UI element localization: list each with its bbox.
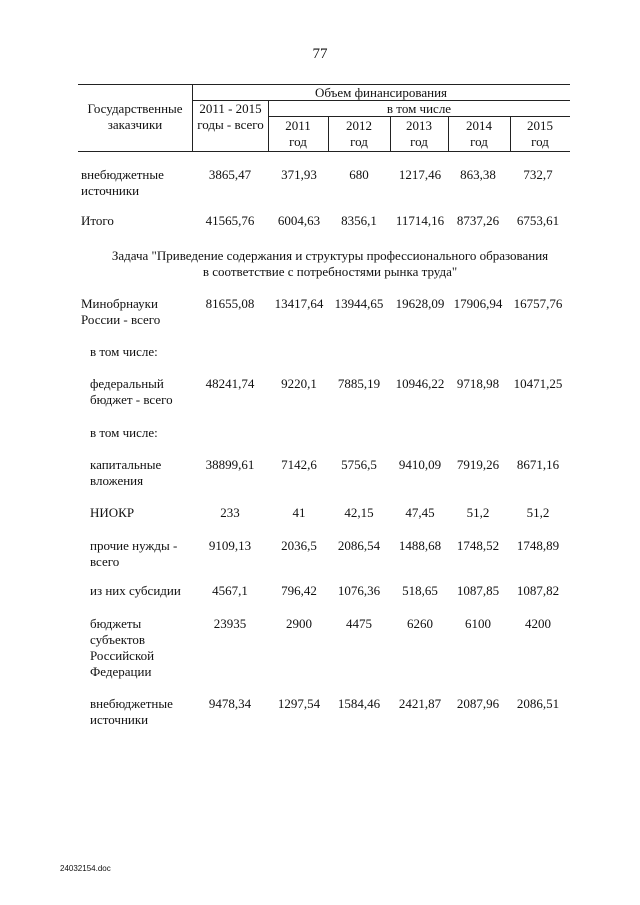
cell-value: 2900 xyxy=(286,616,312,631)
subheading: в том числе: xyxy=(90,425,158,440)
cell-value: 863,38 xyxy=(460,167,496,182)
subheading: в том числе: xyxy=(90,344,158,359)
row-label: Минобрнауки России - всего xyxy=(81,296,161,327)
cell-value: 796,42 xyxy=(281,583,317,598)
cell-value: 6753,61 xyxy=(516,213,560,228)
cell-value: 1748,52 xyxy=(456,538,500,553)
footer-filename: 24032154.doc xyxy=(60,864,111,873)
header-funding: Объем финансирования xyxy=(314,85,448,100)
cell-value: 23935 xyxy=(213,616,247,631)
row-label: из них субсидии xyxy=(90,583,181,598)
cell-value: 2036,5 xyxy=(281,538,317,553)
cell-value: 680 xyxy=(349,167,369,182)
cell-value: 8671,16 xyxy=(516,457,560,472)
cell-value: 81655,08 xyxy=(205,296,255,311)
cell-value: 6260 xyxy=(407,616,433,631)
cell-value: 732,7 xyxy=(523,167,553,182)
cell-value: 17906,94 xyxy=(453,296,503,311)
cell-value: 1748,89 xyxy=(516,538,560,553)
cell-value: 1076,36 xyxy=(337,583,381,598)
row-label: прочие нужды - всего xyxy=(90,538,178,569)
cell-value: 1584,46 xyxy=(337,696,381,711)
cell-value: 1087,85 xyxy=(456,583,500,598)
cell-value: 2087,96 xyxy=(456,696,500,711)
cell-value: 7919,26 xyxy=(456,457,500,472)
cell-value: 9478,34 xyxy=(208,696,252,711)
row-label: федеральный бюджет - всего xyxy=(90,376,173,407)
cell-value: 371,93 xyxy=(281,167,317,182)
header-total-period: 2011 - 2015 годы - всего xyxy=(197,101,264,132)
cell-value: 4200 xyxy=(525,616,551,631)
cell-value: 13417,64 xyxy=(274,296,324,311)
cell-value: 5756,5 xyxy=(341,457,377,472)
page-number: 77 xyxy=(312,46,328,62)
cell-value: 2086,54 xyxy=(337,538,381,553)
cell-value: 41 xyxy=(292,505,306,520)
cell-value: 38899,61 xyxy=(205,457,255,472)
header-including: в том числе xyxy=(386,101,452,116)
cell-value: 51,2 xyxy=(526,505,550,520)
cell-value: 47,45 xyxy=(405,505,435,520)
row-label: НИОКР xyxy=(90,505,135,520)
row-label: внебюджетные источники xyxy=(81,167,164,198)
cell-value: 10946,22 xyxy=(395,376,445,391)
header-customers: Государственные заказчики xyxy=(87,101,183,132)
cell-value: 9220,1 xyxy=(281,376,317,391)
year-header: 2014 год xyxy=(466,118,492,149)
cell-value: 11714,16 xyxy=(395,213,445,228)
cell-value: 16757,76 xyxy=(513,296,563,311)
task-heading: Задача "Приведение содержания и структуры профессионального образования в соответствие с потребностями рынка труда" xyxy=(111,248,549,279)
row-label: внебюджетные источники xyxy=(90,696,173,727)
cell-value: 51,2 xyxy=(466,505,490,520)
row-label: Итого xyxy=(81,213,114,228)
cell-value: 1488,68 xyxy=(398,538,442,553)
year-header: 2011 год xyxy=(285,118,311,149)
cell-value: 6004,63 xyxy=(277,213,321,228)
year-header: 2015 год xyxy=(527,118,553,149)
cell-value: 42,15 xyxy=(344,505,374,520)
cell-value: 7885,19 xyxy=(337,376,381,391)
row-label: бюджеты субъектов Российской Федерации xyxy=(90,616,155,679)
cell-value: 4567,1 xyxy=(212,583,248,598)
cell-value: 6100 xyxy=(465,616,491,631)
cell-value: 2421,87 xyxy=(398,696,442,711)
cell-value: 10471,25 xyxy=(513,376,563,391)
cell-value: 1087,82 xyxy=(516,583,560,598)
cell-value: 13944,65 xyxy=(334,296,384,311)
year-header: 2012 год xyxy=(346,118,372,149)
cell-value: 518,65 xyxy=(402,583,438,598)
cell-value: 19628,09 xyxy=(395,296,445,311)
cell-value: 2086,51 xyxy=(516,696,560,711)
cell-value: 9410,09 xyxy=(398,457,442,472)
cell-value: 8737,26 xyxy=(456,213,500,228)
cell-value: 9718,98 xyxy=(456,376,500,391)
cell-value: 8356,1 xyxy=(341,213,377,228)
header-bottom-rule xyxy=(78,151,570,152)
cell-value: 1297,54 xyxy=(277,696,321,711)
cell-value: 233 xyxy=(220,505,240,520)
cell-value: 7142,6 xyxy=(281,457,317,472)
cell-value: 3865,47 xyxy=(208,167,252,182)
year-header: 2013 год xyxy=(406,118,432,149)
cell-value: 4475 xyxy=(346,616,372,631)
cell-value: 1217,46 xyxy=(398,167,442,182)
cell-value: 48241,74 xyxy=(205,376,255,391)
cell-value: 9109,13 xyxy=(208,538,252,553)
row-label: капитальные вложения xyxy=(90,457,162,488)
cell-value: 41565,76 xyxy=(205,213,255,228)
